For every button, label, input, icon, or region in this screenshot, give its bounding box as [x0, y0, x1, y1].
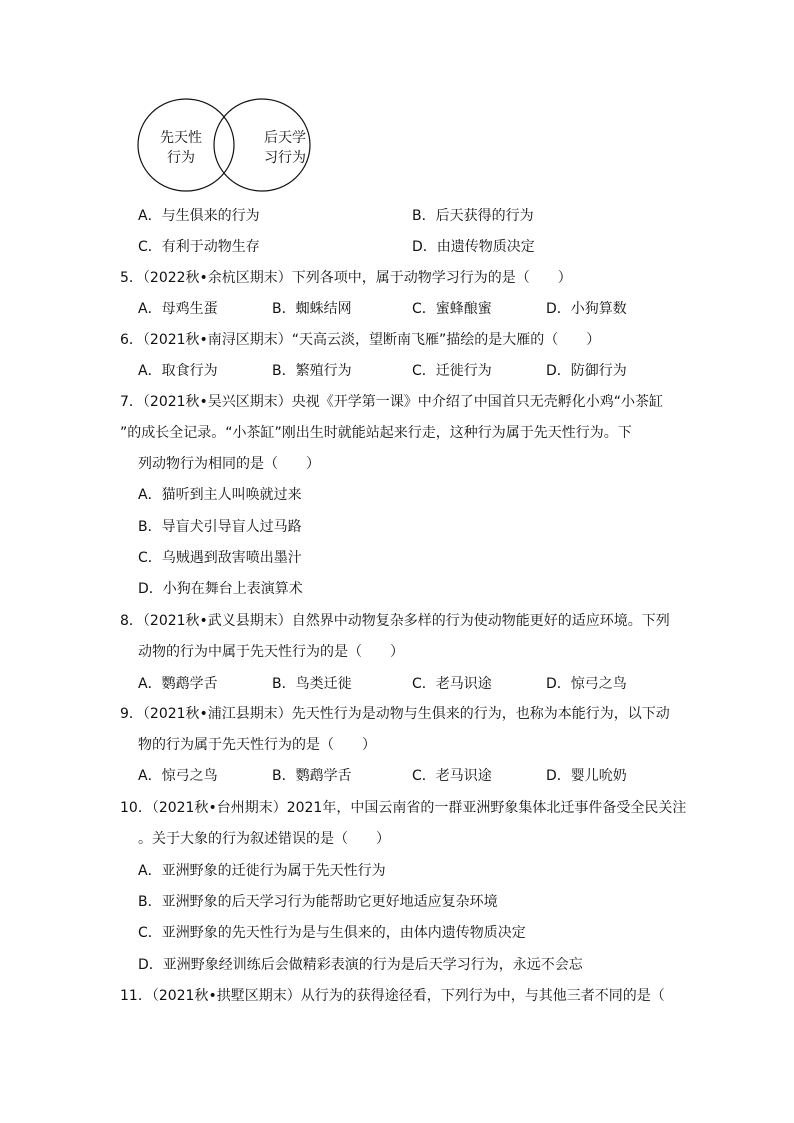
- q7-option-d: D．小狗在舞台上表演算术: [138, 581, 303, 597]
- venn-label-learned: [250, 128, 320, 168]
- q8-stem-line2: 动物的行为中属于先天性行为的是（ ）: [138, 644, 404, 660]
- q8-option-c: C．老马识途: [412, 676, 492, 692]
- q10-stem-line2: 。关于大象的行为叙述错误的是（ ）: [138, 831, 390, 847]
- q9-stem-line2: 物的行为属于先天性行为的是（ ）: [138, 737, 376, 753]
- q6-option-c: C．迁徙行为: [412, 363, 492, 379]
- q5-option-a: A．母鸡生蛋: [138, 301, 218, 317]
- q9-stem-line1: 9．（2021秋•浦江县期末）先天性行为是动物与生俱来的行为，也称为本能行为，以下动: [120, 706, 670, 722]
- q5-option-c: C．蜜蜂酿蜜: [412, 301, 492, 317]
- q8-stem-line1: 8．（2021秋•武义县期末）自然界中动物复杂多样的行为使动物能更好的适应环境。下列: [120, 613, 670, 629]
- q10-stem-line1: 10．（2021秋•台州期末）2021年，中国云南省的一群亚洲野象集体北迁事件备受全民关注: [120, 800, 687, 816]
- q5-stem: 5．（2022秋•余杭区期末）下列各项中，属于动物学习行为的是（ ）: [120, 270, 572, 286]
- q8-option-b: B．鸟类迁徙: [272, 676, 352, 692]
- q4-option-b: B．后天获得的行为: [412, 208, 534, 224]
- q6-option-d: D．防御行为: [546, 363, 627, 379]
- q4-option-d: D．由遗传物质决定: [412, 239, 535, 255]
- q7-stem-line3: 列动物行为相同的是（ ）: [138, 456, 320, 472]
- q7-option-b: B．导盲犬引导盲人过马路: [138, 519, 302, 535]
- q4-option-c: C．有利于动物生存: [138, 239, 260, 255]
- q9-option-a: A．惊弓之鸟: [138, 768, 218, 784]
- q6-stem: 6．（2021秋•南浔区期末）“天高云淡，望断南飞雁”描绘的是大雁的（ ）: [120, 332, 601, 348]
- q10-option-c: C．亚洲野象的先天性行为是与生俱来的，由体内遗传物质决定: [138, 925, 526, 941]
- q4-option-a: A．与生俱来的行为: [138, 208, 260, 224]
- q8-option-a: A．鹦鹉学舌: [138, 676, 218, 692]
- q7-stem-line2: ”的成长全记录。“小茶缸”刚出生时就能站起来行走，这种行为属于先天性行为。下: [120, 425, 632, 441]
- q6-option-b: B．繁殖行为: [272, 363, 352, 379]
- q11-stem: 11．（2021秋•拱墅区期末）从行为的获得途径看，下列行为中，与其他三者不同的是（: [120, 988, 665, 1004]
- q5-option-d: D．小狗算数: [546, 301, 627, 317]
- venn-label-learned-line1: 后天学: [264, 130, 306, 146]
- q10-option-b: B．亚洲野象的后天学习行为能帮助它更好地适应复杂环境: [138, 894, 498, 910]
- q7-option-c: C．乌贼遇到敌害喷出墨汁: [138, 550, 302, 566]
- q10-option-d: D．亚洲野象经训练后会做精彩表演的行为是后天学习行为，永远不会忘: [138, 957, 583, 973]
- venn-label-innate-line2: 行为: [167, 150, 195, 166]
- venn-label-learned-line2: 习行为: [264, 150, 306, 166]
- venn-label-innate-line1: 先天性: [160, 130, 202, 146]
- q8-option-d: D．惊弓之鸟: [546, 676, 627, 692]
- venn-label-innate: [146, 128, 216, 168]
- q7-option-a: A．猫听到主人叫唤就过来: [138, 487, 302, 503]
- q7-stem-line1: 7．（2021秋•吴兴区期末）央视《开学第一课》中介绍了中国首只无壳孵化小鸡“小茶缸: [120, 394, 664, 410]
- q6-option-a: A．取食行为: [138, 363, 218, 379]
- q9-option-d: D．婴儿吮奶: [546, 768, 627, 784]
- q9-option-c: C．老马识途: [412, 768, 492, 784]
- q10-option-a: A．亚洲野象的迁徙行为属于先天性行为: [138, 863, 386, 879]
- q5-option-b: B．蜘蛛结网: [272, 301, 352, 317]
- q9-option-b: B．鹦鹉学舌: [272, 768, 352, 784]
